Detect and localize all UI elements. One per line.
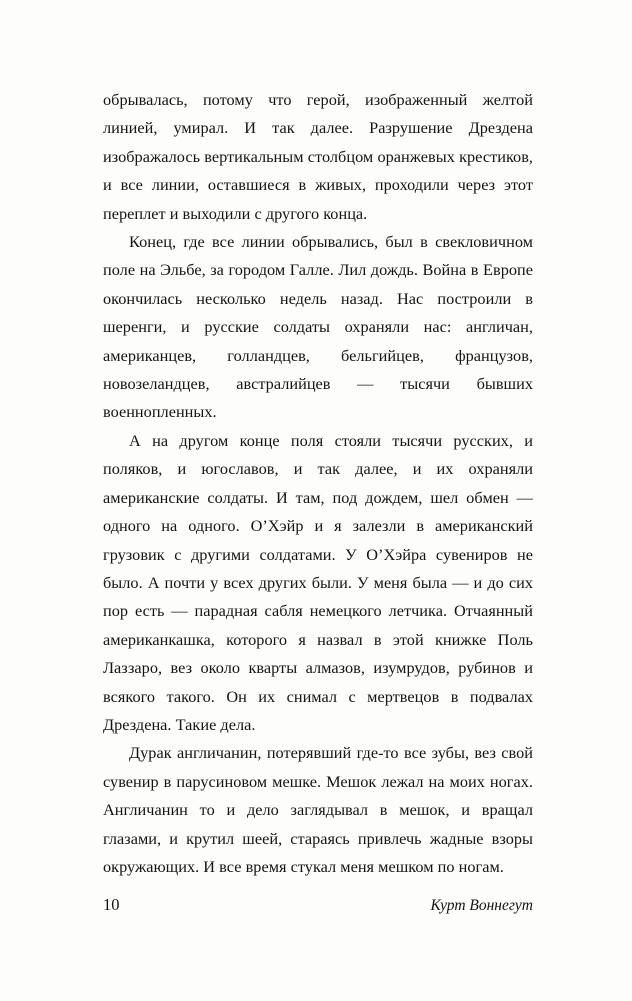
running-title: Курт Воннегут [430, 897, 533, 914]
paragraph-1: обрывалась, потому что герой, изображенный желтой линией, умирал. И так далее. Разрушение Дрездена изображалось вертикальным столбцом оранжевых крестиков, и все линии, оставшиеся в живых, проходили через этот переплет и выходили с другого конца. [103, 90, 533, 223]
page-number: 10 [103, 895, 120, 914]
paragraph-3: А на другом конце поля стояли тысячи русских, и поляков, и югославов, и так далее, и их охраняли американские солдаты. И там, под дождем, шел обмен — одного на одного. О’Хэйр и я залезли в американский грузовик с другими солдатами. У О’Хэйра сувениров не было. А почти у всех других были. У меня была — и до сих пор есть — парадная сабля немецкого летчика. Отчаянный американкашка, которого я назвал в этой книжке Поль Лаззаро, вез около кварты алмазов, изумрудов, рубинов и всякого такого. Он их снимал с мертвецов в подвалах Дрездена. Такие дела. [103, 430, 533, 734]
paragraph-4: Дурак англичанин, потерявший где-то все зубы, вез свой сувенир в парусиновом мешке. Мешок лежал на моих ногах. Англичанин то и дело заглядывал в мешок, и вращал глазами, и крутил шеей, стараясь привлечь жадные взоры окружающих. И все время стукал меня мешком по ногам. [103, 743, 533, 876]
body-text [103, 86, 533, 881]
page-footer [103, 895, 533, 915]
paragraph-2: Конец, где все линии обрывались, был в свекловичном поле на Эльбе, за городом Галле. Лил дождь. Война в Европе окончилась несколько недель назад. Нас построили в шеренги, и русские солдаты охраняли нас: англичан, американцев, голландцев, бельгийцев, французов, новозеландцев, австралийцев — тысячи бывших военнопленных. [103, 232, 533, 422]
